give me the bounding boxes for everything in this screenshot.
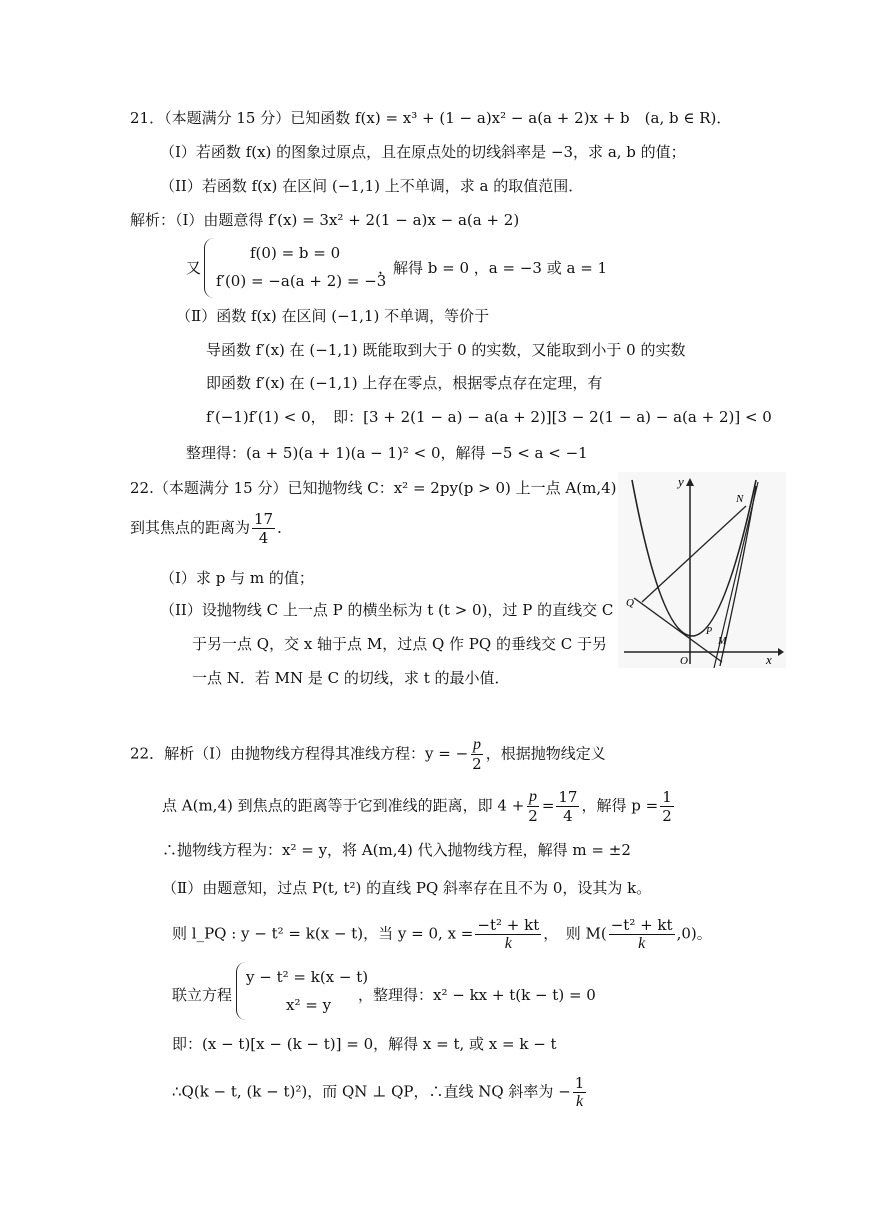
fraction-denominator: k: [504, 935, 512, 952]
fraction-numerator: −t² + kt: [610, 916, 673, 934]
fraction: [475, 916, 541, 953]
sol21-line4: 即函数 f′(x) 在 (−1,1) 上存在零点，根据零点存在定理，有: [206, 374, 603, 392]
point-m-label: M: [718, 636, 727, 647]
sol21-system-row1: f(0) = b = 0: [250, 244, 341, 262]
fraction-denominator: k: [575, 1093, 584, 1110]
sol21-line1: 解析：（Ⅰ）由题意得 f′(x) = 3x² + 2(1 − a)x − a(a + 2): [130, 211, 520, 229]
sol22-line3: ∴抛物线方程为：x² = y，将 A(m,4) 代入抛物线方程，解得 m = ±2: [162, 841, 631, 859]
fraction-numerator: p: [529, 788, 538, 805]
sol22-system-row1: y − t² = k(x − t): [246, 968, 369, 986]
fraction: [252, 510, 275, 547]
sol21-line3: 导函数 f′(x) 在 (−1,1) 既能取到大于 0 的实数，又能取到小于 0 的实数: [206, 341, 686, 359]
sol22-line1: [130, 736, 606, 773]
sol22-line1-text: 22．解析（Ⅰ）由抛物线方程得其准线方程：y = −: [130, 744, 469, 763]
sol21-system-row2: f′(0) = −a(a + 2) = −3: [216, 272, 387, 290]
fraction: [660, 788, 674, 825]
point-q-label: Q: [626, 597, 634, 609]
sol22-line1-tail: ，根据抛物线定义: [485, 744, 606, 763]
sol21-line2: （Ⅱ）函数 f(x) 在区间 (−1,1) 不单调，等价于: [176, 307, 490, 325]
fraction-denominator: 2: [662, 807, 672, 825]
x-axis-label: x: [766, 652, 772, 667]
fraction: [556, 788, 579, 825]
origin-label: O: [680, 655, 688, 667]
q22-stem: 22.（本题满分 15 分）已知抛物线 C：x² = 2py(p > 0) 上一点 A(m,4): [130, 479, 617, 497]
fraction: [609, 916, 675, 953]
sol21-line5: f′(−1)f′(1) < 0， 即：[3 + 2(1 − a) − a(a + 2)][3 − 2(1 − a) − a(a + 2)] < 0: [206, 408, 772, 426]
point-p-label: P: [706, 626, 713, 637]
fraction-denominator: 2: [528, 807, 538, 825]
sol22-line4: （Ⅱ）由题意知，过点 P(t, t²) 的直线 PQ 斜率存在且不为 0，设其为 k。: [162, 879, 652, 897]
fraction-numerator: 17: [558, 788, 578, 806]
parabola-figure: [618, 472, 786, 668]
sol22-system-row2: x² = y: [286, 996, 332, 1014]
fraction: [526, 788, 540, 825]
fraction-denominator: 2: [472, 755, 482, 773]
q22-part1: （I）求 p 与 m 的值；: [160, 569, 314, 587]
sol22-line2: [162, 788, 676, 825]
q21-part1: （I）若函数 f(x) 的图象过原点，且在原点处的切线斜率是 −3，求 a, b 的值；: [160, 143, 686, 161]
sol22-line2-mid: ，解得 p =: [581, 796, 659, 815]
fraction: [470, 736, 484, 773]
sol22-line8-text: ∴Q(k − t, (k − t)²)，而 QN ⊥ QP，∴直线 NQ 斜率为 −: [172, 1082, 571, 1101]
q22-part2b: 于另一点 Q，交 x 轴于点 M，过点 Q 作 PQ 的垂线交 C 于另: [192, 635, 607, 653]
q22-distance-text: 到其焦点的距离为: [130, 518, 251, 537]
sol21-system: [204, 238, 387, 298]
fraction-denominator: k: [638, 935, 646, 952]
fraction-denominator: 4: [258, 529, 269, 547]
fraction-numerator: p: [472, 736, 481, 753]
y-axis-label: y: [678, 474, 684, 489]
sol22-line5-tail: ,0)。: [676, 924, 712, 943]
sol22-line5-text: 则 l_PQ : y − t² = k(x − t)，当 y = 0, x =: [172, 924, 474, 943]
sol21-you-label: 又: [186, 259, 202, 277]
sol22-line5: [172, 916, 712, 953]
point-n-label: N: [736, 493, 744, 505]
fraction-denominator: 4: [563, 807, 573, 825]
q22-part2a: （II）设抛物线 C 上一点 P 的横坐标为 t (t > 0)，过 P 的直线交 C: [160, 601, 614, 619]
fraction-numerator: 1: [662, 788, 672, 806]
sol21-result1: ，解得 b = 0 ，a = −3 或 a = 1: [378, 259, 608, 277]
fraction: [573, 1074, 587, 1111]
sol22-line5-mid: ， 则 M(: [543, 924, 607, 943]
equals-sign: =: [541, 796, 555, 815]
q21-part2: （II）若函数 f(x) 在区间 (−1,1) 上不单调，求 a 的取值范围．: [160, 177, 584, 195]
sol22-line2-text: 点 A(m,4) 到焦点的距离等于它到准线的距离，即 4 +: [162, 796, 525, 815]
sol22-line8: [172, 1074, 588, 1111]
q21-stem: 21．（本题满分 15 分）已知函数 f(x) = x³ + (1 − a)x² − a(a + 2)x + b (a, b ∈ R)．: [130, 109, 732, 127]
punctuation: ．: [277, 518, 293, 537]
brace: [204, 238, 215, 298]
sol22-line7: 即：(x − t)[x − (k − t)] = 0，解得 x = t, 或 x = k − t: [172, 1035, 557, 1053]
q22-part2c: 一点 N．若 MN 是 C 的切线，求 t 的最小值．: [192, 669, 510, 687]
fraction-numerator: −t² + kt: [477, 916, 540, 934]
sol22-lian-label: 联立方程: [172, 986, 233, 1004]
fraction-numerator: 17: [254, 510, 274, 528]
figure-background: [618, 472, 786, 668]
sol21-line6: 整理得：(a + 5)(a + 1)(a − 1)² < 0，解得 −5 < a < −1: [186, 444, 588, 462]
q22-distance: [130, 510, 292, 547]
fraction-numerator: 1: [574, 1074, 585, 1092]
sol22-result: ，整理得：x² − kx + t(k − t) = 0: [358, 986, 596, 1004]
